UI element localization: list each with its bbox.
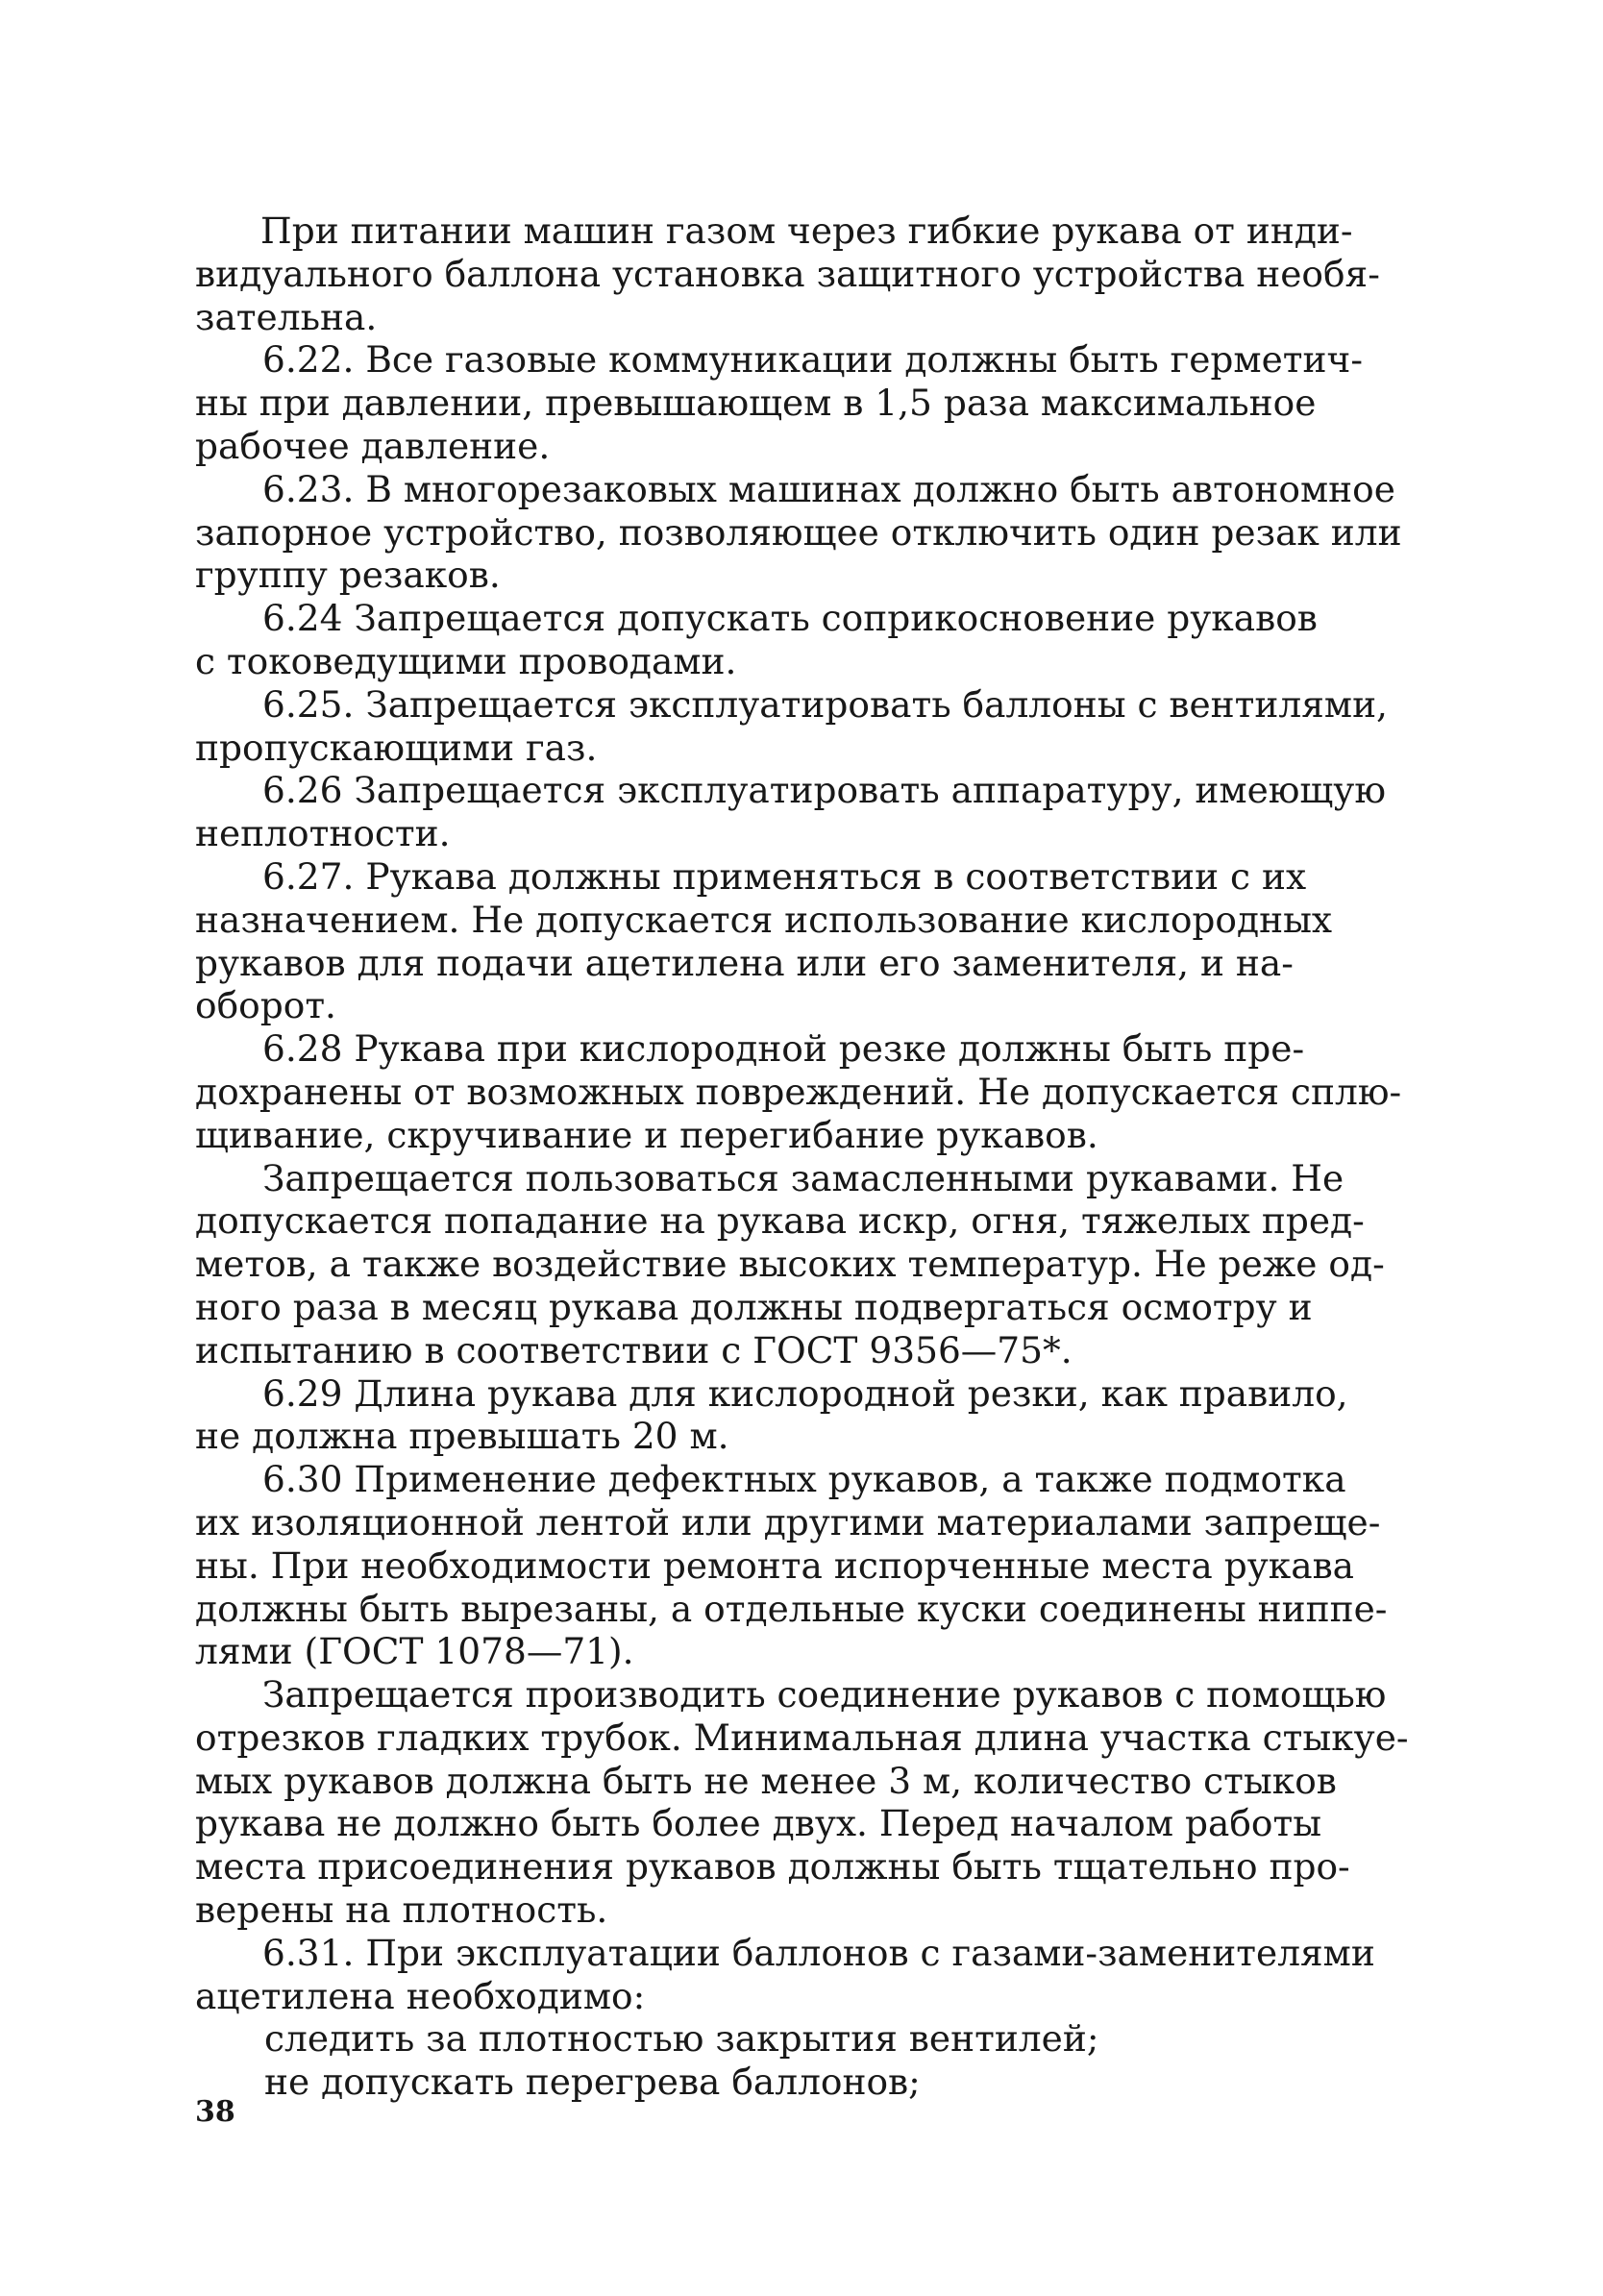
paragraph-6-22: 6.22. Все газовые коммуникации должны быть герметич- ны при давлении, превышающем в 1,5 раза максимальное рабочее давление. <box>195 338 1363 467</box>
paragraph-6-28: 6.28 Рукава при кислородной резке должны быть пре- дохранены от возможных повреждений. Не допускается сплю- щивание, скручивание и перегибание рукавов. <box>195 1027 1402 1156</box>
paragraph-6-30: 6.30 Применение дефектных рукавов, а также подмотка их изоляционной лентой или другими материалами запреще- ны. При необходимости ремонта испорченные места рукава должны быть вырезаны, а отдельные куски соединены ниппе- лями (ГОСТ 1078—71). <box>195 1458 1388 1673</box>
paragraph-6-29: 6.29 Длина рукава для кислородной резки, как правило, не должна превышать 20 м. <box>195 1371 1348 1458</box>
paragraph-6-31: 6.31. При эксплуатации баллонов с газами-заменителями ацетилена необходимо: <box>195 1931 1375 2017</box>
paragraph-6-27: 6.27. Рукава должны применяться в соответствии с их назначением. Не допускается использование кислородных рукавов для подачи ацетилена или его заменителя, и на- оборот. <box>195 854 1333 1027</box>
paragraph-6-24: 6.24 Запрещается допускать соприкосновение рукавов с токоведущими проводами. <box>195 597 1318 682</box>
list-item: не допускать перегрева баллонов; <box>264 2061 921 2104</box>
list-item: следить за плотностью закрытия вентилей; <box>264 2017 1099 2061</box>
paragraph: При питании машин газом через гибкие рукава от инди- видуального баллона установка защитного устройства необя- зательна. <box>195 210 1380 338</box>
paragraph-6-26: 6.26 Запрещается эксплуатировать аппаратуру, имеющую неплотности. <box>195 769 1386 855</box>
paragraph-6-25: 6.25. Запрещается эксплуатировать баллоны с вентилями, пропускающими газ. <box>195 682 1388 769</box>
paragraph: Запрещается производить соединение рукавов с помощью отрезков гладких трубок. Минимальная длина участка стыкуе- мых рукавов должна быть не менее 3 м, количество стыков рукава не должно быть более двух. Перед началом работы места присоединения рукавов должны быть тщательно про- верены на плотность. <box>195 1673 1409 1932</box>
body-text <box>195 210 1416 2104</box>
paragraph: Запрещается пользоваться замасленными рукавами. Не допускается попадание на рукава искр, огня, тяжелых пред- метов, а также воздействие высоких температур. Не реже од- ного раза в месяц рукава должны подвергаться осмотру и испытанию в соответствии с ГОСТ 9356—75*. <box>195 1156 1385 1371</box>
page-number: 38 <box>195 2095 235 2129</box>
paragraph-6-23: 6.23. В многорезаковых машинах должно быть автономное запорное устройство, позволяющее отключить один резак или группу резаков. <box>195 467 1402 597</box>
